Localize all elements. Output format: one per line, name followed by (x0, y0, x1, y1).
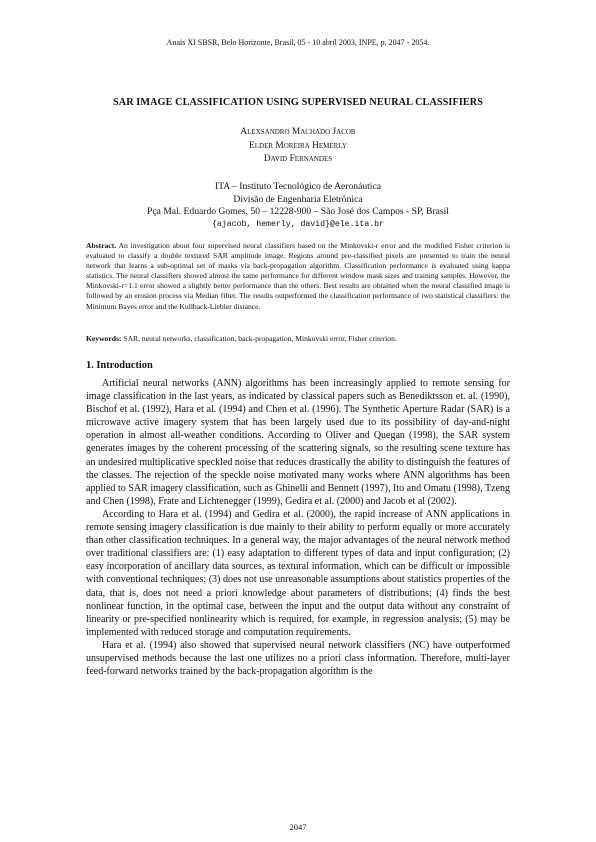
affiliation-line: Divisão de Engenharia Eletrônica (233, 193, 363, 205)
abstract-text: An investigation about four supervised neural classifiers based on the Minkovski-r error and the modified Fisher criterion is evaluated to classify a double textured SAR amplitude image. Regions around pre-classified pixels are presented to train the neural network that learns a sub-optimal set of masks via back-propagation algorithm. Classification performance is evaluated using kappa statistics. The neural classifiers showed almost the same performance for different window mask sizes and training samples. However, the Minkovski-r=1.1 error showed a slightly better performance than the others. Best results are obtained when the neural classified image is followed by an erosion process via Median filter. The results outperformed the classification performance of two statistical classifiers: the Minimum Bayes error and the Kullback-Liebler distance. (86, 241, 511, 311)
author-name: Elder Moreira Hemerly (249, 140, 347, 151)
running-header: Anais XI SBSR, Belo Horizonte, Brasil, 05 - 10 abril 2003, INPE, p. 2047 - 2054. (166, 38, 430, 47)
affiliation-block (0, 181, 596, 231)
paragraph: Artificial neural networks (ANN) algorithms has been increasingly applied to remote sensing for image classification in the last years, as indicated by classical papers such as Benediktsson et. al. (1990), Bischof et al. (1992), Hara et al. (1994) and Chen et al. (1996). The Synthetic Aperture Radar (SAR) is a microwave active imagery system that has been largely used due to its possibility of day-and-night operation in almost all-weather conditions. According to Oliver and Quegan (1998), the SAR system generates images by the coherent processing of the scattering signals, so the resulting scene texture has an undesired multiplicative speckled noise that reduces drastically the ability to distinguish the features of the classes. The rejection of the speckle noise motivated many works where ANN algorithms has been applied to SAR imagery classification, such as Ghinelli and Bennett (1997), Ito and Omatu (1998), Tzeng and Chen (1998), Frate and Lichtenegger (1999), Gedira et al. (2000) and Jacob et al (2002). (86, 378, 510, 507)
author-name: Alexsandro Machado Jacob (240, 127, 356, 137)
abstract-label: Abstract. (86, 241, 117, 250)
page-number: 2047 (289, 822, 307, 832)
author-name: David Fernandes (263, 154, 333, 164)
paragraph: According to Hara et al. (1994) and Gedira et al. (2000), the rapid increase of ANN applications in remote sensing imagery classification is due mainly to their ability to perform equally or more accurately than other classification techniques. In a general way, the major advantages of the neural network method over traditional classifiers are: (1) easy adaptation to different types of data and input configuration; (2) easy incorporation of ancillary data sources, as textural information, which can be difficult or impossible with conventional techniques; (3) does not use unreasonable assumptions about statistics properties of the data, that is, does not need a priori knowledge about parameters of distributions; (4) finds the best nonlinear function, in the optimal case, between the input and the output data without any constraint of linearity or pre-specified nonlinearity which is required, for example, in regression analysis; (5) may be implemented with reduced storage and computation requirements. (86, 508, 510, 638)
author-list (0, 126, 596, 167)
affiliation-line: ITA – Instituto Tecnológico de Aeronáutica (215, 181, 381, 192)
keywords-label: Keywords: (86, 334, 122, 343)
section-heading: 1. Introduction (86, 360, 153, 371)
keywords (86, 334, 510, 344)
keywords-text: SAR, neural networks, classification, back-propagation, Minkovski error, Fisher criterion. (123, 334, 397, 343)
body-text (86, 377, 510, 678)
paragraph: Hara et al. (1994) also showed that supervised neural network classifiers (NC) have outperformed unsupervised methods because the last one utilizes no a priori class information. Therefore, multi-layer feed-forward networks trained by the back-propagation algorithm is the (86, 639, 510, 678)
author-email: {ajacob, hemerly, david}@ele.ita.br (212, 219, 384, 229)
abstract (86, 241, 510, 312)
affiliation-line: Pça Mal. Eduardo Gomes, 50 – 12228-900 – São José dos Campos - SP, Brasil (147, 206, 449, 217)
paper-title: SAR IMAGE CLASSIFICATION USING SUPERVISED NEURAL CLASSIFIERS (112, 97, 484, 108)
